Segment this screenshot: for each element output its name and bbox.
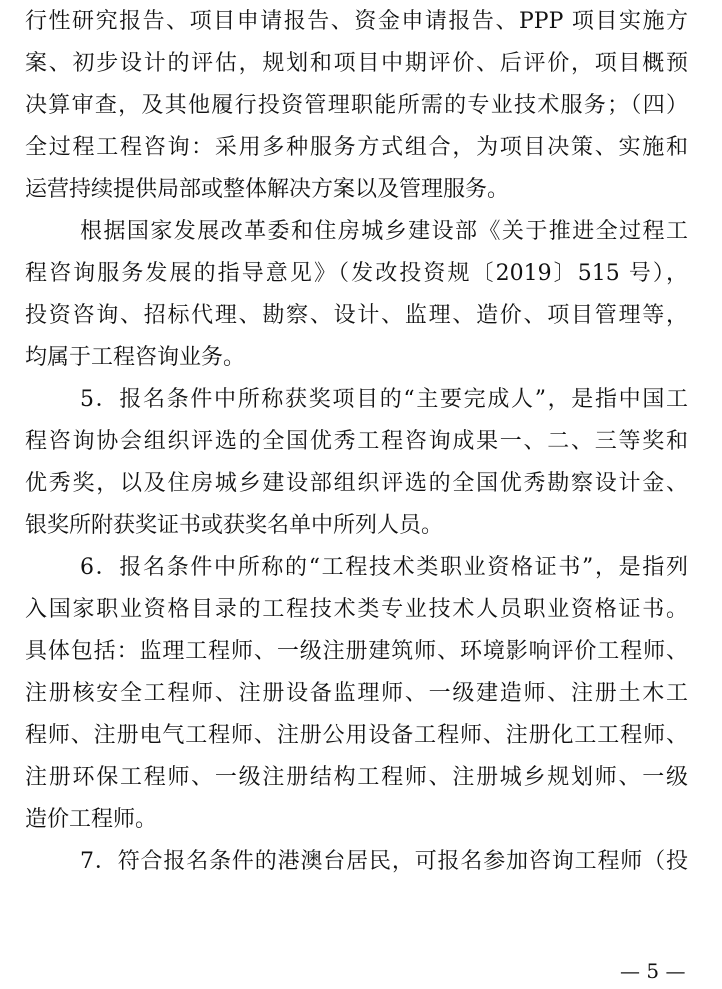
text-line: 程咨询服务发展的指导意见》（发改投资规〔2019〕515 号）， bbox=[25, 261, 688, 286]
text-line: 程咨询协会组织评选的全国优秀工程咨询成果一、二、三等奖和 bbox=[25, 429, 688, 454]
text-line: 5．报名条件中所称获奖项目的“主要完成人”，是指中国工 bbox=[80, 387, 688, 412]
text-line: 具体包括：监理工程师、一级注册建筑师、环境影响评价工程师、 bbox=[25, 639, 688, 664]
text-line: 运营持续提供局部或整体解决方案以及管理服务。 bbox=[25, 177, 510, 202]
text-line: 7．符合报名条件的港澳台居民，可报名参加咨询工程师（投 bbox=[80, 849, 688, 874]
text-line: 注册环保工程师、一级注册结构工程师、注册城乡规划师、一级 bbox=[25, 765, 688, 790]
text-line: 均属于工程咨询业务。 bbox=[25, 345, 246, 370]
text-line: 根据国家发展改革委和住房城乡建设部《关于推进全过程工 bbox=[80, 219, 688, 244]
text-line: 入国家职业资格目录的工程技术类专业技术人员职业资格证书。 bbox=[25, 597, 688, 622]
text-line: 银奖所附获奖证书或获奖名单中所列人员。 bbox=[25, 513, 444, 538]
page-number: — 5 — bbox=[620, 959, 686, 983]
text-line: 注册核安全工程师、注册设备监理师、一级建造师、注册土木工 bbox=[25, 681, 688, 706]
text-line: 全过程工程咨询：采用多种服务方式组合，为项目决策、实施和 bbox=[25, 135, 688, 160]
text-line: 6．报名条件中所称的“工程技术类职业资格证书”，是指列 bbox=[80, 555, 688, 580]
text-line: 优秀奖，以及住房城乡建设部组织评选的全国优秀勘察设计金、 bbox=[25, 471, 688, 496]
text-line: 行性研究报告、项目申请报告、资金申请报告、PPP 项目实施方 bbox=[25, 9, 688, 34]
text-line: 投资咨询、招标代理、勘察、设计、监理、造价、项目管理等， bbox=[25, 303, 688, 328]
text-line: 案、初步设计的评估，规划和项目中期评价、后评价，项目概预 bbox=[25, 51, 688, 76]
text-line: 造价工程师。 bbox=[25, 807, 158, 832]
text-line: 决算审查，及其他履行投资管理职能所需的专业技术服务；（四） bbox=[25, 93, 688, 118]
text-line: 程师、注册电气工程师、注册公用设备工程师、注册化工工程师、 bbox=[25, 723, 688, 748]
